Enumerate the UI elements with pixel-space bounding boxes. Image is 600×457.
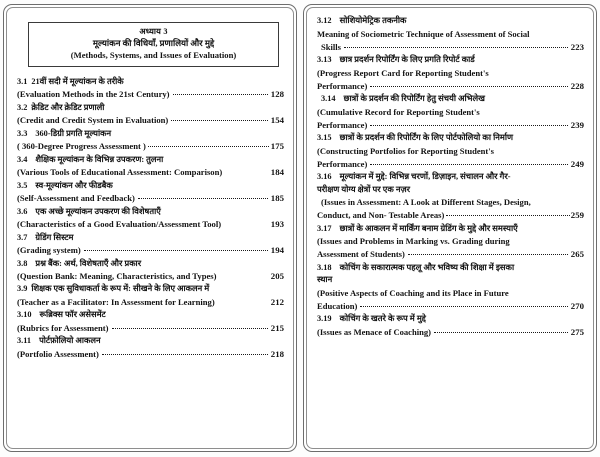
dot-leader xyxy=(360,306,567,307)
toc-entry[interactable] xyxy=(17,180,284,206)
toc-english-line-continued xyxy=(317,300,584,313)
toc-english-text: Assessment of Students) xyxy=(317,249,405,260)
toc-number: 3.13 xyxy=(317,55,332,65)
toc-english-line xyxy=(17,88,284,101)
chapter-label: अध्याय 3 xyxy=(139,27,168,36)
right-page xyxy=(303,4,597,452)
toc-entry[interactable] xyxy=(17,335,284,361)
toc-english-text: Performance) xyxy=(317,80,368,91)
dot-leader xyxy=(148,146,269,147)
toc-number: 3.19 xyxy=(317,314,332,324)
toc-english-line xyxy=(317,67,584,80)
toc-english-text: (Progress Report Card for Reporting Student's xyxy=(317,67,489,78)
toc-english-line-continued xyxy=(317,248,584,261)
toc-entry[interactable] xyxy=(317,54,584,93)
toc-hindi-text: 21वीं सदी में मूल्यांकन के तरीके xyxy=(31,76,124,86)
toc-hindi-text: रूब्रिक्स फॉर असेसमेंट xyxy=(39,310,106,320)
toc-english-line xyxy=(317,287,584,300)
toc-hindi-text: शैक्षिक मूल्यांकन के विभिन्न उपकरण: तुलना xyxy=(35,154,164,164)
dot-leader xyxy=(370,86,567,87)
toc-english-line xyxy=(17,296,284,309)
toc-page-number: 239 xyxy=(570,119,584,130)
toc-hindi-line xyxy=(317,15,584,28)
toc-page-number: 228 xyxy=(570,80,584,91)
toc-hindi-text: छात्रों के प्रदर्शन की रिपोर्टिंग हेतु संचयी अभिलेख xyxy=(343,94,485,104)
toc-page-number: 205 xyxy=(270,271,284,282)
toc-entry[interactable] xyxy=(17,128,284,154)
toc-number: 3.7 xyxy=(17,232,28,242)
toc-english-text: (Issues and Problems in Marking vs. Grading during xyxy=(317,236,510,247)
toc-english-text: Performance) xyxy=(317,158,368,169)
toc-hindi-text: स्व-मूल्यांकन और फीडबैक xyxy=(35,180,113,190)
toc-hindi-text: एक अच्छे मूल्यांकन उपकरण की विशेषताएँ xyxy=(35,206,161,216)
toc-english-line xyxy=(17,270,284,283)
toc-english-text: (Grading system) xyxy=(17,245,81,256)
toc-hindi-text: 360-डिग्री प्रगति मूल्यांकन xyxy=(35,128,112,138)
dot-leader xyxy=(408,254,568,255)
toc-entry[interactable] xyxy=(317,93,584,132)
toc-hindi-text: क्रेडिट और क्रेडिट प्रणाली xyxy=(31,102,105,112)
toc-page-number: 249 xyxy=(570,158,584,169)
toc-page-number: 270 xyxy=(570,301,584,312)
toc-english-text: (Portfolio Assessment) xyxy=(17,349,99,360)
toc-english-text: (Issues as Menace of Coaching) xyxy=(317,327,431,338)
toc-hindi-line xyxy=(17,258,284,271)
toc-hindi-text: छात्र प्रदर्शन रिपोर्टिंग के लिए प्रगति रिपोर्ट कार्ड xyxy=(339,55,475,65)
dot-leader xyxy=(434,332,568,333)
toc-list-left xyxy=(16,76,285,362)
toc-entry[interactable] xyxy=(17,102,284,128)
toc-entry[interactable] xyxy=(17,232,284,258)
toc-hindi-line xyxy=(317,171,584,184)
dot-leader xyxy=(84,250,268,251)
toc-english-line xyxy=(17,322,284,335)
dot-leader xyxy=(370,164,567,165)
toc-english-line xyxy=(317,28,584,41)
dot-leader xyxy=(138,198,268,199)
toc-page-number: 185 xyxy=(270,193,284,204)
toc-entry[interactable] xyxy=(17,258,284,284)
toc-english-line xyxy=(17,140,284,153)
toc-page-number: 128 xyxy=(270,89,284,100)
dot-leader xyxy=(173,94,268,95)
toc-page-number: 215 xyxy=(270,323,284,334)
toc-hindi-text: कोचिंग के खतरे के रूप में मुद्दे xyxy=(339,314,426,324)
toc-english-text: Conduct, and Non- Testable Areas) xyxy=(317,210,445,221)
toc-hindi-text: शिक्षक एक सुविधाकर्ता के रूप में: सीखने के लिए आकलन में xyxy=(31,284,210,294)
toc-english-line xyxy=(317,145,584,158)
toc-number: 3.10 xyxy=(17,310,32,320)
toc-english-line xyxy=(317,106,584,119)
toc-page-number: 275 xyxy=(570,327,584,338)
toc-page-number: 193 xyxy=(270,219,284,230)
toc-entry[interactable] xyxy=(17,154,284,180)
toc-english-text: (Evaluation Methods in the 21st Century) xyxy=(17,89,170,100)
toc-entry[interactable] xyxy=(17,206,284,232)
left-page-content xyxy=(8,9,292,447)
toc-hindi-line xyxy=(17,335,284,348)
right-page-content xyxy=(308,9,592,447)
toc-english-text: Education) xyxy=(317,301,358,312)
toc-english-line xyxy=(17,218,284,231)
toc-page-number: 212 xyxy=(270,297,284,308)
toc-english-text: (Various Tools of Educational Assessment: Comparison) xyxy=(17,167,223,178)
toc-english-text: Skills xyxy=(321,41,341,52)
dot-leader xyxy=(171,120,268,121)
toc-number: 3.1 xyxy=(17,76,28,86)
toc-hindi-line xyxy=(317,223,584,236)
toc-hindi-line xyxy=(17,102,284,115)
toc-hindi-line-continued xyxy=(317,184,584,197)
dot-leader xyxy=(446,215,569,216)
toc-number: 3.11 xyxy=(17,336,32,346)
toc-english-text: (Constructing Portfolios for Reporting Student's xyxy=(317,145,494,156)
toc-number: 3.8 xyxy=(17,258,28,268)
toc-number: 3.15 xyxy=(317,133,332,143)
toc-hindi-line xyxy=(17,128,284,141)
toc-hindi-line xyxy=(17,309,284,322)
toc-hindi-line-continued xyxy=(317,274,584,287)
toc-english-line-continued xyxy=(317,119,584,132)
toc-english-line-continued xyxy=(317,41,584,54)
toc-number: 3.6 xyxy=(17,206,28,216)
toc-english-line xyxy=(317,196,584,209)
dot-leader xyxy=(344,47,568,48)
toc-english-text: (Cumulative Record for Reporting Student's xyxy=(317,106,480,117)
toc-english-text: (Rubrics for Assessment) xyxy=(17,323,109,334)
toc-entry[interactable] xyxy=(17,76,284,102)
toc-hindi-line xyxy=(17,76,284,89)
toc-english-line-continued xyxy=(317,209,584,222)
toc-page-number: 175 xyxy=(270,141,284,152)
toc-number: 3.18 xyxy=(317,262,332,272)
toc-english-text: (Teacher as a Facilitator: In Assessment for Learning) xyxy=(17,297,215,308)
toc-english-text: Performance) xyxy=(317,119,368,130)
toc-page-number: 154 xyxy=(270,115,284,126)
toc-hindi-line xyxy=(17,206,284,219)
toc-entry[interactable] xyxy=(317,15,584,54)
toc-hindi-text: ग्रेडिंग सिस्टम xyxy=(35,232,74,242)
toc-number: 3.12 xyxy=(317,16,332,25)
toc-english-line xyxy=(317,326,584,339)
chapter-title-box xyxy=(28,22,279,67)
toc-entry[interactable] xyxy=(17,309,284,335)
toc-page-number: 194 xyxy=(270,245,284,256)
dot-leader xyxy=(102,354,268,355)
toc-entry[interactable] xyxy=(317,262,584,314)
toc-hindi-line xyxy=(17,232,284,245)
toc-english-text: (Self-Assessment and Feedback) xyxy=(17,193,135,204)
toc-hindi-text: सोशियोमेट्रिक तकनीक xyxy=(339,16,407,25)
toc-english-line xyxy=(17,192,284,205)
toc-hindi-line xyxy=(317,93,584,106)
toc-hindi-text: परीक्षण योग्य क्षेत्रों पर एक नज़र xyxy=(317,184,411,194)
toc-hindi-line xyxy=(17,283,284,296)
toc-hindi-line xyxy=(17,180,284,193)
toc-number: 3.3 xyxy=(17,128,28,138)
toc-page-number: 265 xyxy=(570,249,584,260)
toc-hindi-text: प्रश्न बैंक: अर्थ, विशेषताएँ और प्रकार xyxy=(35,258,142,268)
toc-english-line xyxy=(17,114,284,127)
toc-entry[interactable] xyxy=(317,223,584,262)
toc-hindi-text: स्थान xyxy=(317,275,333,285)
toc-hindi-line xyxy=(317,262,584,275)
dot-leader xyxy=(370,125,567,126)
toc-hindi-line xyxy=(317,54,584,67)
toc-page-number: 184 xyxy=(270,167,284,178)
toc-number: 3.5 xyxy=(17,180,28,190)
toc-number: 3.17 xyxy=(317,223,332,233)
toc-number: 3.14 xyxy=(321,94,336,104)
toc-hindi-text: पोर्टफ़ोलियो आकलन xyxy=(39,336,101,346)
toc-english-line-continued xyxy=(317,80,584,93)
toc-hindi-text: छात्रों के आकलन में मार्किंग बनाम ग्रेडिंग के मुद्दे और समस्याएँ xyxy=(339,223,518,233)
dot-leader xyxy=(112,328,268,329)
toc-english-line-continued xyxy=(317,158,584,171)
toc-number: 3.4 xyxy=(17,154,28,164)
toc-hindi-text: मूल्यांकन में मुद्दे: विभिन्न चरणों, डिज़ाइन, संचालन और गैर- xyxy=(339,172,511,182)
toc-english-text: Meaning of Sociometric Technique of Assessment of Social xyxy=(317,28,530,39)
toc-hindi-line xyxy=(317,132,584,145)
toc-english-text: (Credit and Credit System in Evaluation) xyxy=(17,115,169,126)
toc-english-line xyxy=(317,235,584,248)
toc-english-text: ( 360-Degree Progress Assessment ) xyxy=(17,141,146,152)
toc-english-text: (Characteristics of a Good Evaluation/Assessment Tool) xyxy=(17,219,222,230)
toc-page-number: 259 xyxy=(570,210,584,221)
toc-hindi-text: कोचिंग के सकारात्मक पहलू और भविष्य की शिक्षा में इसका xyxy=(339,262,515,272)
toc-page-number: 218 xyxy=(270,349,284,360)
chapter-title-english: (Methods, Systems, and Issues of Evaluation) xyxy=(70,49,237,60)
toc-english-line xyxy=(17,166,284,179)
toc-english-line xyxy=(17,244,284,257)
toc-number: 3.2 xyxy=(17,102,28,112)
toc-english-line xyxy=(17,348,284,361)
toc-entry[interactable] xyxy=(317,132,584,171)
toc-list-right xyxy=(316,15,585,339)
toc-number: 3.16 xyxy=(317,172,332,182)
toc-english-text: (Issues in Assessment: A Look at Different Stages, Design, xyxy=(321,197,531,208)
toc-entry[interactable] xyxy=(17,283,284,309)
left-page xyxy=(3,4,297,452)
toc-number: 3.9 xyxy=(17,284,28,294)
toc-entry[interactable] xyxy=(317,313,584,339)
toc-hindi-text: छात्रों के प्रदर्शन की रिपोर्टिंग के लिए पोर्टफोलियो का निर्माण xyxy=(339,133,514,143)
toc-hindi-line xyxy=(317,313,584,326)
toc-entry[interactable] xyxy=(317,171,584,223)
toc-page-number: 223 xyxy=(570,41,584,52)
toc-english-text: (Positive Aspects of Coaching and its Place in Future xyxy=(317,288,509,299)
chapter-title-hindi: मूल्यांकन की विधियाँ, प्रणालियों और मुद्दे xyxy=(92,38,215,49)
toc-english-text: (Question Bank: Meaning, Characteristics, and Types) xyxy=(17,271,217,282)
toc-hindi-line xyxy=(17,154,284,167)
